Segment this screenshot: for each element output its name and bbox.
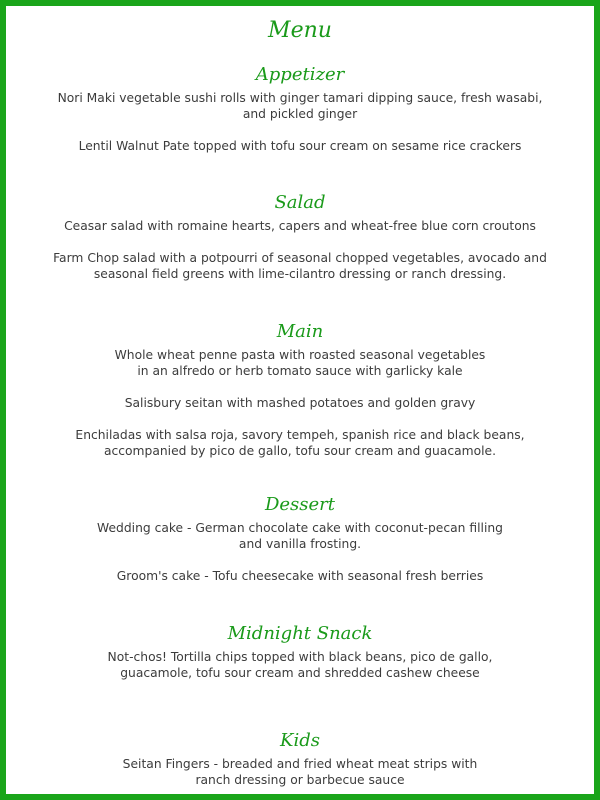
section-heading: Appetizer xyxy=(255,64,345,85)
section-heading: Kids xyxy=(280,730,320,751)
menu-item: Lentil Walnut Pate topped with tofu sour cream on sesame rice crackers xyxy=(78,139,522,153)
menu-item: Not-chos! Tortilla chips topped with black beans, pico de gallo, guacamole, tofu sour cream and shredded cashew cheese xyxy=(107,650,493,680)
section-heading: Midnight Snack xyxy=(227,623,373,644)
menu-item: Nori Maki vegetable sushi rolls with ginger tamari dipping sauce, fresh wasabi, and pickled ginger xyxy=(57,91,543,121)
section-salad xyxy=(6,192,594,282)
section-midnight-snack xyxy=(6,623,594,681)
menu-item: Whole wheat penne pasta with roasted seasonal vegetables in an alfredo or herb tomato sauce with garlicky kale xyxy=(114,348,486,378)
menu-item: Salisbury seitan with mashed potatoes and golden gravy xyxy=(124,396,476,410)
section-heading: Salad xyxy=(274,192,326,213)
section-heading: Dessert xyxy=(264,494,336,515)
menu-item: Farm Chop salad with a potpourri of seasonal chopped vegetables, avocado and seasonal field greens with lime-cilantro dressing or ranch dressing. xyxy=(53,251,547,281)
menu-item: Wedding cake - German chocolate cake with coconut-pecan filling and vanilla frosting. xyxy=(97,521,503,551)
menu-item: Ceasar salad with romaine hearts, capers and wheat-free blue corn croutons xyxy=(64,219,536,233)
menu-item: Seitan Fingers - breaded and fried wheat meat strips with ranch dressing or barbecue sauce xyxy=(122,757,478,787)
section-kids xyxy=(6,730,594,788)
section-dessert xyxy=(6,494,594,584)
section-appetizer xyxy=(6,64,594,154)
menu-item: Enchiladas with salsa roja, savory tempeh, spanish rice and black beans, accompanied by pico de gallo, tofu sour cream and guacamole. xyxy=(75,428,525,458)
menu-item: Groom's cake - Tofu cheesecake with seasonal fresh berries xyxy=(116,569,484,583)
menu-title: Menu xyxy=(268,18,332,43)
section-heading: Main xyxy=(276,321,324,342)
section-main xyxy=(6,321,594,459)
